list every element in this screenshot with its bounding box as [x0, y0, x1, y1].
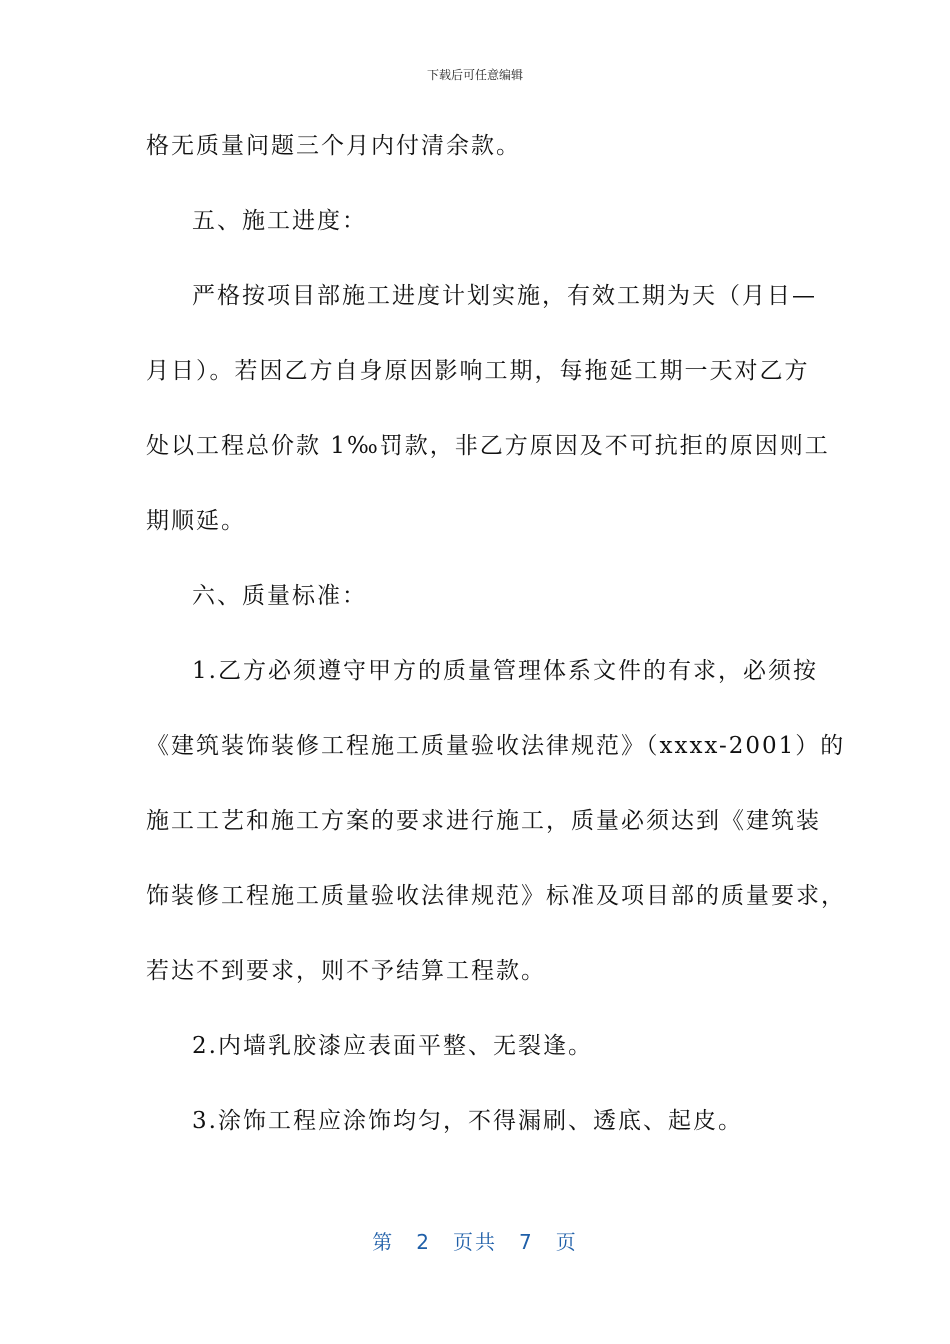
paragraph-line: 月日）。若因乙方自身原因影响工期，每拖延工期一天对乙方: [146, 358, 810, 384]
paragraph-line: 2.内墙乳胶漆应表面平整、无裂逢。: [192, 1033, 593, 1059]
section-heading-schedule: 五、施工进度：: [192, 208, 367, 234]
paragraph-line: 《建筑装饰装修工程施工质量验收法律规范》（xxxx-2001）的: [146, 733, 846, 759]
page-number-footer: [0, 1226, 950, 1255]
footer-middle: 页共: [453, 1230, 497, 1254]
paragraph-line: 若达不到要求，则不予结算工程款。: [146, 958, 546, 984]
document-body: [146, 118, 846, 1168]
paragraph-line: 严格按项目部施工进度计划实施，有效工期为天（月日—: [192, 283, 817, 309]
paragraph-line: 饰装修工程施工质量验收法律规范》标准及项目部的质量要求，: [146, 883, 846, 909]
paragraph-line: 处以工程总价款 1‰罚款，非乙方原因及不可抗拒的原因则工: [146, 433, 830, 459]
paragraph-line: 期顺延。: [146, 508, 246, 534]
footer-suffix: 页: [555, 1230, 578, 1254]
paragraph-line: 1.乙方必须遵守甲方的质量管理体系文件的有求，必须按: [192, 658, 818, 684]
section-heading-quality: 六、质量标准：: [192, 583, 367, 609]
paragraph-line: 格无质量问题三个月内付清余款。: [146, 133, 521, 159]
footer-total-pages: 7: [519, 1230, 534, 1254]
footer-prefix: 第: [372, 1230, 395, 1254]
paragraph-line: 施工工艺和施工方案的要求进行施工，质量必须达到《建筑装: [146, 808, 821, 834]
header-note: 下载后可任意编辑: [426, 68, 523, 82]
paragraph-line: 3.涂饰工程应涂饰均匀，不得漏刷、透底、起皮。: [192, 1108, 743, 1134]
footer-current-page: 2: [416, 1230, 431, 1254]
